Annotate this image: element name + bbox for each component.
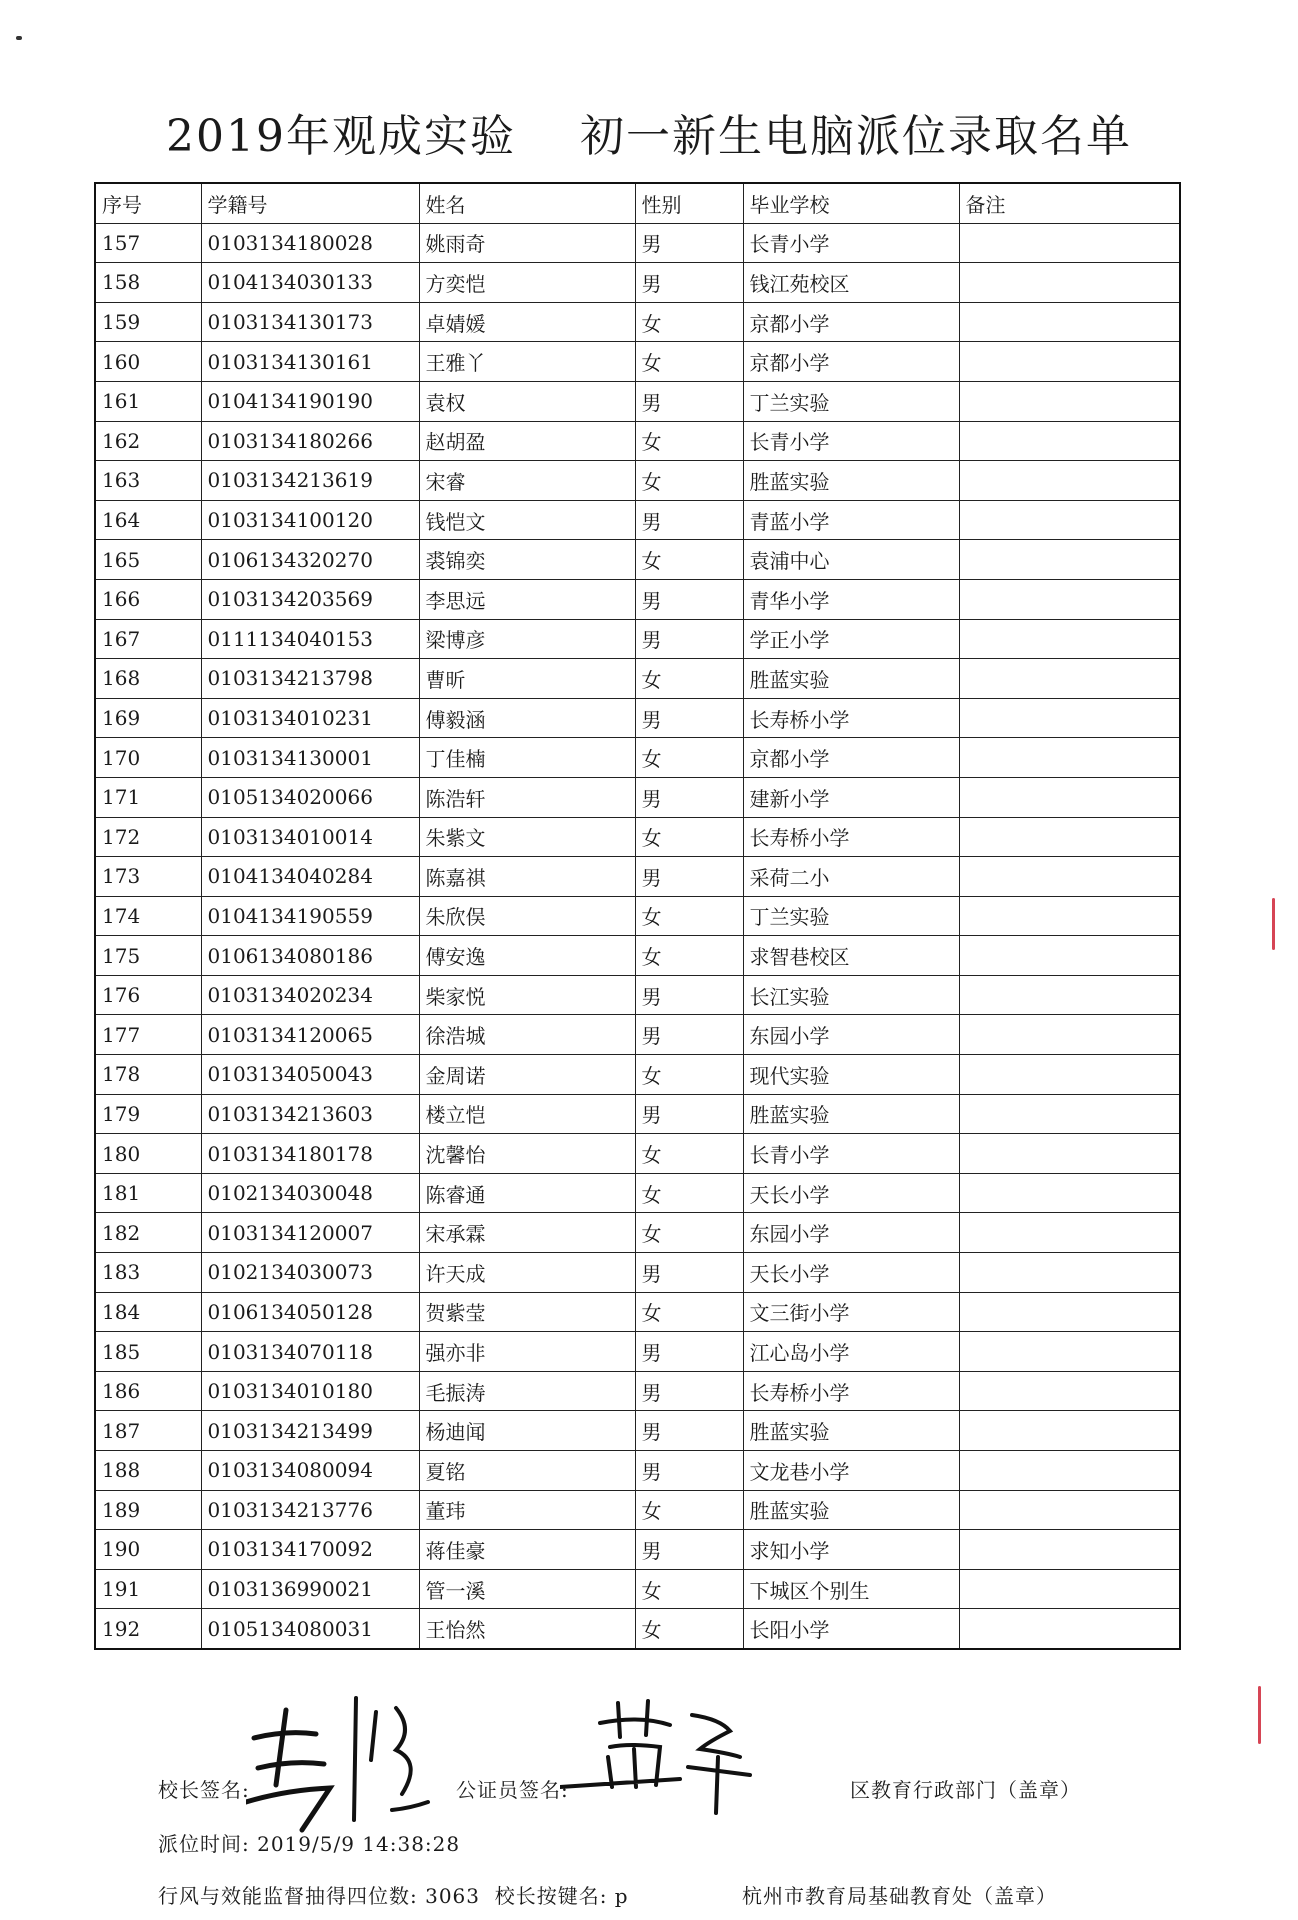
table-cell: 长青小学 (743, 421, 959, 461)
table-cell (959, 857, 1180, 897)
table-cell: 天长小学 (743, 1173, 959, 1213)
table-cell: 0104134190190 (201, 381, 419, 421)
table-cell (959, 223, 1180, 263)
table-cell: 0103134070118 (201, 1332, 419, 1372)
table-cell (959, 1332, 1180, 1372)
table-cell: 0103134130001 (201, 738, 419, 778)
table-cell: 女 (635, 540, 743, 580)
table-cell: 164 (95, 500, 201, 540)
table-row (95, 1411, 1180, 1451)
table-cell: 求智巷校区 (743, 936, 959, 976)
table-cell: 0103134203569 (201, 579, 419, 619)
table-row (95, 342, 1180, 382)
table-cell: 青蓝小学 (743, 500, 959, 540)
table-row (95, 540, 1180, 580)
table-cell (959, 500, 1180, 540)
table-cell: 男 (635, 1094, 743, 1134)
table-cell (959, 1609, 1180, 1649)
table-row (95, 500, 1180, 540)
table-cell (959, 1490, 1180, 1530)
table-cell: 157 (95, 223, 201, 263)
table-cell: 宋承霖 (419, 1213, 635, 1253)
table-cell: 求知小学 (743, 1530, 959, 1570)
table-cell (959, 817, 1180, 857)
table-row (95, 1569, 1180, 1609)
table-cell: 158 (95, 263, 201, 303)
table-cell: 男 (635, 1451, 743, 1491)
table-cell: 0106134050128 (201, 1292, 419, 1332)
table-cell: 0103134180178 (201, 1134, 419, 1174)
table-cell: 长青小学 (743, 223, 959, 263)
table-cell: 王怡然 (419, 1609, 635, 1649)
table-cell: 朱紫文 (419, 817, 635, 857)
table-cell: 191 (95, 1569, 201, 1609)
table-cell: 170 (95, 738, 201, 778)
table-cell: 女 (635, 738, 743, 778)
table-cell (959, 659, 1180, 699)
table-cell: 梁博彦 (419, 619, 635, 659)
table-cell: 青华小学 (743, 579, 959, 619)
table-cell: 天长小学 (743, 1253, 959, 1293)
table-cell: 钱恺文 (419, 500, 635, 540)
table-cell: 187 (95, 1411, 201, 1451)
table-cell: 0103134010180 (201, 1371, 419, 1411)
table-cell (959, 936, 1180, 976)
table-cell: 京都小学 (743, 302, 959, 342)
table-row (95, 777, 1180, 817)
table-cell: 胜蓝实验 (743, 659, 959, 699)
table-cell: 159 (95, 302, 201, 342)
table-cell (959, 1371, 1180, 1411)
supervision-line: 行风与效能监督抽得四位数: 3063 校长按键名: p (158, 1884, 629, 1908)
table-cell: 175 (95, 936, 201, 976)
table-cell: 男 (635, 1253, 743, 1293)
table-cell (959, 975, 1180, 1015)
table-cell: 董玮 (419, 1490, 635, 1530)
table-cell: 181 (95, 1173, 201, 1213)
table-cell: 金周诺 (419, 1055, 635, 1095)
table-cell: 陈浩轩 (419, 777, 635, 817)
table-cell: 177 (95, 1015, 201, 1055)
table-cell (959, 263, 1180, 303)
table-cell: 江心岛小学 (743, 1332, 959, 1372)
table-row (95, 1253, 1180, 1293)
table-cell: 189 (95, 1490, 201, 1530)
header-cell: 性别 (635, 183, 743, 223)
header-cell: 学籍号 (201, 183, 419, 223)
table-cell: 0104134190559 (201, 896, 419, 936)
table-cell: 0103134100120 (201, 500, 419, 540)
table-row (95, 975, 1180, 1015)
notary-signature (560, 1695, 760, 1815)
table-cell: 袁权 (419, 381, 635, 421)
table-row (95, 1530, 1180, 1570)
table-cell: 长阳小学 (743, 1609, 959, 1649)
table-cell: 丁佳楠 (419, 738, 635, 778)
table-cell: 0103134010231 (201, 698, 419, 738)
table-cell: 0103134130173 (201, 302, 419, 342)
table-cell: 168 (95, 659, 201, 699)
table-cell: 丁兰实验 (743, 896, 959, 936)
header-cell: 备注 (959, 183, 1180, 223)
table-cell: 文三街小学 (743, 1292, 959, 1332)
table-cell: 女 (635, 1213, 743, 1253)
table-row (95, 1213, 1180, 1253)
table-cell: 0103134010014 (201, 817, 419, 857)
table-cell: 男 (635, 777, 743, 817)
table-cell: 京都小学 (743, 738, 959, 778)
table-cell: 男 (635, 1371, 743, 1411)
table-cell: 男 (635, 263, 743, 303)
table-cell: 女 (635, 302, 743, 342)
table-cell: 0103134213798 (201, 659, 419, 699)
header-cell: 毕业学校 (743, 183, 959, 223)
red-mark (1258, 1686, 1261, 1744)
table-cell (959, 461, 1180, 501)
table-cell: 王雅丫 (419, 342, 635, 382)
table-cell: 178 (95, 1055, 201, 1095)
table-cell (959, 1173, 1180, 1213)
table-cell: 0103134050043 (201, 1055, 419, 1095)
table-row (95, 1055, 1180, 1095)
table-cell (959, 342, 1180, 382)
table-cell: 女 (635, 1173, 743, 1213)
table-cell: 男 (635, 381, 743, 421)
table-cell: 男 (635, 1332, 743, 1372)
table-cell: 0102134030048 (201, 1173, 419, 1213)
admission-table (94, 182, 1181, 1650)
table-cell: 赵胡盈 (419, 421, 635, 461)
table-cell: 宋睿 (419, 461, 635, 501)
table-cell: 180 (95, 1134, 201, 1174)
table-cell: 丁兰实验 (743, 381, 959, 421)
table-cell (959, 619, 1180, 659)
district-stamp-label: 区教育行政部门（盖章） (850, 1778, 1081, 1802)
table-cell: 0105134080031 (201, 1609, 419, 1649)
table-cell: 曹昕 (419, 659, 635, 699)
table-cell: 183 (95, 1253, 201, 1293)
table-cell: 贺紫莹 (419, 1292, 635, 1332)
table-row (95, 421, 1180, 461)
table-row (95, 698, 1180, 738)
table-row (95, 381, 1180, 421)
table-cell (959, 738, 1180, 778)
table-cell: 185 (95, 1332, 201, 1372)
table-cell: 女 (635, 817, 743, 857)
table-cell: 女 (635, 896, 743, 936)
table-cell: 下城区个别生 (743, 1569, 959, 1609)
table-cell: 163 (95, 461, 201, 501)
table-cell: 0103134180028 (201, 223, 419, 263)
table-cell: 162 (95, 421, 201, 461)
table-cell: 夏铭 (419, 1451, 635, 1491)
table-cell (959, 777, 1180, 817)
draw-time: 派位时间: 2019/5/9 14:38:28 (158, 1832, 461, 1856)
table-cell: 袁浦中心 (743, 540, 959, 580)
notary-sign-label: 公证员签名: (456, 1778, 569, 1802)
table-cell: 长寿桥小学 (743, 817, 959, 857)
table-cell: 胜蓝实验 (743, 461, 959, 501)
table-cell: 采荷二小 (743, 857, 959, 897)
table-cell: 女 (635, 461, 743, 501)
table-row (95, 896, 1180, 936)
table-row (95, 1015, 1180, 1055)
table-row (95, 1292, 1180, 1332)
table-header-row (95, 183, 1180, 223)
table-row (95, 223, 1180, 263)
table-cell: 0106134320270 (201, 540, 419, 580)
table-cell: 女 (635, 1490, 743, 1530)
table-cell: 0104134030133 (201, 263, 419, 303)
table-cell: 0111134040153 (201, 619, 419, 659)
table-row (95, 263, 1180, 303)
header-cell: 姓名 (419, 183, 635, 223)
table-cell: 女 (635, 1055, 743, 1095)
table-cell: 长江实验 (743, 975, 959, 1015)
table-row (95, 619, 1180, 659)
table-cell: 161 (95, 381, 201, 421)
table-cell: 沈馨怡 (419, 1134, 635, 1174)
table-cell (959, 421, 1180, 461)
table-cell (959, 1292, 1180, 1332)
table-row (95, 579, 1180, 619)
table-cell: 190 (95, 1530, 201, 1570)
table-cell (959, 1015, 1180, 1055)
table-cell: 女 (635, 1569, 743, 1609)
table-cell: 174 (95, 896, 201, 936)
table-cell: 杨迪闻 (419, 1411, 635, 1451)
table-cell (959, 1451, 1180, 1491)
table-cell: 0103134020234 (201, 975, 419, 1015)
table-cell: 强亦非 (419, 1332, 635, 1372)
table-cell: 男 (635, 1015, 743, 1055)
table-cell: 长青小学 (743, 1134, 959, 1174)
table-cell: 男 (635, 223, 743, 263)
table-cell (959, 381, 1180, 421)
table-cell: 傅毅涵 (419, 698, 635, 738)
table-row (95, 1134, 1180, 1174)
table-row (95, 857, 1180, 897)
table-cell: 女 (635, 1609, 743, 1649)
table-cell: 姚雨奇 (419, 223, 635, 263)
table-cell: 裘锦奕 (419, 540, 635, 580)
table-cell: 172 (95, 817, 201, 857)
table-cell: 卓婧媛 (419, 302, 635, 342)
table-cell: 长寿桥小学 (743, 698, 959, 738)
table-cell: 167 (95, 619, 201, 659)
table-cell (959, 698, 1180, 738)
table-cell (959, 579, 1180, 619)
table-cell: 男 (635, 1530, 743, 1570)
table-cell: 192 (95, 1609, 201, 1649)
table-cell: 方奕恺 (419, 263, 635, 303)
table-cell: 陈睿通 (419, 1173, 635, 1213)
table-cell: 0103134130161 (201, 342, 419, 382)
table-row (95, 1094, 1180, 1134)
table-row (95, 1490, 1180, 1530)
table-cell (959, 1134, 1180, 1174)
table-row (95, 1371, 1180, 1411)
table-cell (959, 540, 1180, 580)
table-cell: 0103136990021 (201, 1569, 419, 1609)
table-row (95, 1451, 1180, 1491)
header-cell: 序号 (95, 183, 201, 223)
table-cell (959, 1055, 1180, 1095)
table-cell: 男 (635, 1411, 743, 1451)
table-cell: 男 (635, 500, 743, 540)
table-cell: 朱欣俣 (419, 896, 635, 936)
table-cell: 长寿桥小学 (743, 1371, 959, 1411)
table-cell: 东园小学 (743, 1213, 959, 1253)
table-cell: 现代实验 (743, 1055, 959, 1095)
principal-signature (246, 1690, 436, 1840)
table-cell: 0102134030073 (201, 1253, 419, 1293)
table-cell: 东园小学 (743, 1015, 959, 1055)
table-cell: 楼立恺 (419, 1094, 635, 1134)
table-cell (959, 1094, 1180, 1134)
table-row (95, 302, 1180, 342)
table-cell (959, 1411, 1180, 1451)
page-title: 2019年观成实验 初一新生电脑派位录取名单 (166, 111, 1132, 162)
table-row (95, 738, 1180, 778)
table-cell: 男 (635, 698, 743, 738)
table-row (95, 461, 1180, 501)
table-cell: 文龙巷小学 (743, 1451, 959, 1491)
table-cell: 学正小学 (743, 619, 959, 659)
table-cell: 男 (635, 619, 743, 659)
table-cell: 173 (95, 857, 201, 897)
table-cell: 186 (95, 1371, 201, 1411)
table-cell: 160 (95, 342, 201, 382)
table-cell: 182 (95, 1213, 201, 1253)
table-cell: 女 (635, 342, 743, 382)
table-row (95, 1173, 1180, 1213)
table-cell: 男 (635, 579, 743, 619)
table-cell: 0103134213776 (201, 1490, 419, 1530)
table-cell: 女 (635, 659, 743, 699)
table-cell: 0103134120065 (201, 1015, 419, 1055)
table-cell: 0103134213603 (201, 1094, 419, 1134)
table-cell: 胜蓝实验 (743, 1411, 959, 1451)
table-cell: 胜蓝实验 (743, 1094, 959, 1134)
table-cell: 徐浩城 (419, 1015, 635, 1055)
city-stamp-label: 杭州市教育局基础教育处（盖章） (742, 1884, 1057, 1908)
table-cell: 女 (635, 1134, 743, 1174)
table-cell: 管一溪 (419, 1569, 635, 1609)
table-cell: 188 (95, 1451, 201, 1491)
principal-sign-label: 校长签名: (158, 1778, 250, 1802)
table-cell: 0104134040284 (201, 857, 419, 897)
table-cell: 女 (635, 1292, 743, 1332)
table-cell: 女 (635, 936, 743, 976)
table-row (95, 1609, 1180, 1649)
table-cell: 169 (95, 698, 201, 738)
table-cell (959, 896, 1180, 936)
table-cell: 0103134120007 (201, 1213, 419, 1253)
table-cell: 傅安逸 (419, 936, 635, 976)
scan-speck (16, 36, 22, 40)
table-cell: 男 (635, 975, 743, 1015)
table-cell: 陈嘉祺 (419, 857, 635, 897)
table-cell: 毛振涛 (419, 1371, 635, 1411)
table-row (95, 817, 1180, 857)
table-cell: 0103134213499 (201, 1411, 419, 1451)
table-cell: 京都小学 (743, 342, 959, 382)
table-cell: 蒋佳豪 (419, 1530, 635, 1570)
table-cell (959, 1213, 1180, 1253)
table-cell (959, 1253, 1180, 1293)
table-cell: 柴家悦 (419, 975, 635, 1015)
table-cell: 176 (95, 975, 201, 1015)
table-cell (959, 302, 1180, 342)
table-cell: 钱江苑校区 (743, 263, 959, 303)
table-row (95, 936, 1180, 976)
table-cell: 0103134170092 (201, 1530, 419, 1570)
table-cell: 建新小学 (743, 777, 959, 817)
red-mark (1272, 898, 1275, 950)
table-cell: 166 (95, 579, 201, 619)
table-cell (959, 1569, 1180, 1609)
table-cell: 男 (635, 857, 743, 897)
table-cell: 胜蓝实验 (743, 1490, 959, 1530)
table-cell: 0103134080094 (201, 1451, 419, 1491)
table-cell: 171 (95, 777, 201, 817)
table-cell: 0106134080186 (201, 936, 419, 976)
table-cell: 184 (95, 1292, 201, 1332)
table-cell: 女 (635, 421, 743, 461)
table-cell: 179 (95, 1094, 201, 1134)
table-cell (959, 1530, 1180, 1570)
table-cell: 许天成 (419, 1253, 635, 1293)
table-cell: 0103134213619 (201, 461, 419, 501)
table-cell: 0105134020066 (201, 777, 419, 817)
table-row (95, 1332, 1180, 1372)
table-cell: 165 (95, 540, 201, 580)
table-row (95, 659, 1180, 699)
table-cell: 0103134180266 (201, 421, 419, 461)
table-cell: 李思远 (419, 579, 635, 619)
